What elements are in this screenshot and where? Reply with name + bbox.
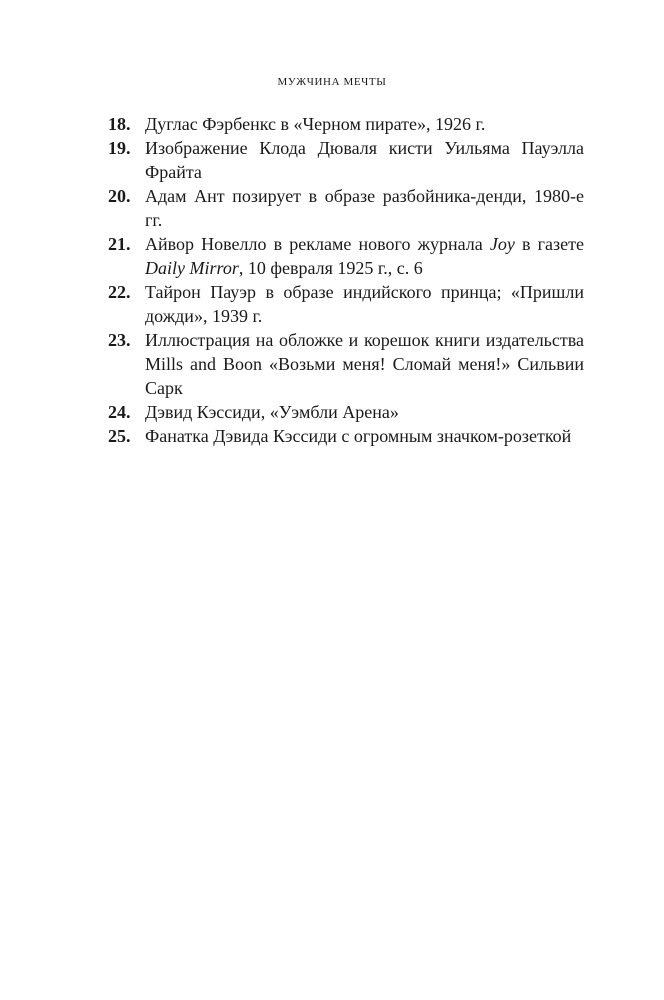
caption-text [145, 234, 584, 278]
caption-text [145, 186, 584, 230]
caption-text [145, 138, 584, 182]
caption-text-part: в газете [514, 234, 584, 254]
caption-italic-title: Daily Mirror [145, 258, 239, 278]
caption-text-part: Дэвид Кэссиди, «Уэмбли Арена» [145, 402, 399, 422]
caption-number: 19. [108, 138, 131, 158]
caption-italic-title: Joy [489, 234, 515, 254]
caption-text-part: Тайрон Пауэр в образе индийского принца; «Пришли дожди», 1939 г. [145, 282, 584, 326]
caption-text [145, 114, 485, 134]
caption-text [145, 402, 399, 422]
caption-item [108, 136, 584, 184]
running-header: МУЖЧИНА МЕЧТЫ [277, 76, 387, 88]
caption-number: 25. [108, 426, 131, 446]
caption-text-part: Иллюстрация на обложке и корешок книги издательства Mills and Boon «Возьми меня! Сломай меня!» Сильвии Сарк [145, 330, 584, 398]
caption-text-part: Изображение Клода Дюваля кисти Уильяма Пауэлла Фрайта [145, 138, 584, 182]
caption-text-part: Фанатка Дэвида Кэссиди с огромным значком-розеткой [145, 426, 572, 446]
caption-item [108, 232, 584, 280]
caption-text [145, 426, 571, 446]
caption-item [108, 112, 584, 136]
illustration-caption-list [108, 112, 584, 448]
caption-number: 18. [108, 114, 131, 134]
caption-number: 20. [108, 186, 131, 206]
caption-item [108, 400, 584, 424]
caption-text-part: Дуглас Фэрбенкс в «Черном пирате», 1926 г. [145, 114, 486, 134]
caption-number: 21. [108, 234, 131, 254]
caption-text-part: , 10 февраля 1925 г., с. 6 [238, 258, 423, 278]
caption-number: 22. [108, 282, 131, 302]
caption-item [108, 328, 584, 400]
caption-number: 23. [108, 330, 131, 350]
caption-text [145, 330, 584, 398]
caption-item [108, 280, 584, 328]
caption-text-part: Адам Ант позирует в образе разбойника-денди, 1980-е гг. [145, 186, 584, 230]
caption-text [145, 282, 584, 326]
caption-text-part: Айвор Новелло в рекламе нового журнала [145, 234, 490, 254]
caption-number: 24. [108, 402, 131, 422]
caption-item [108, 184, 584, 232]
caption-item [108, 424, 584, 448]
